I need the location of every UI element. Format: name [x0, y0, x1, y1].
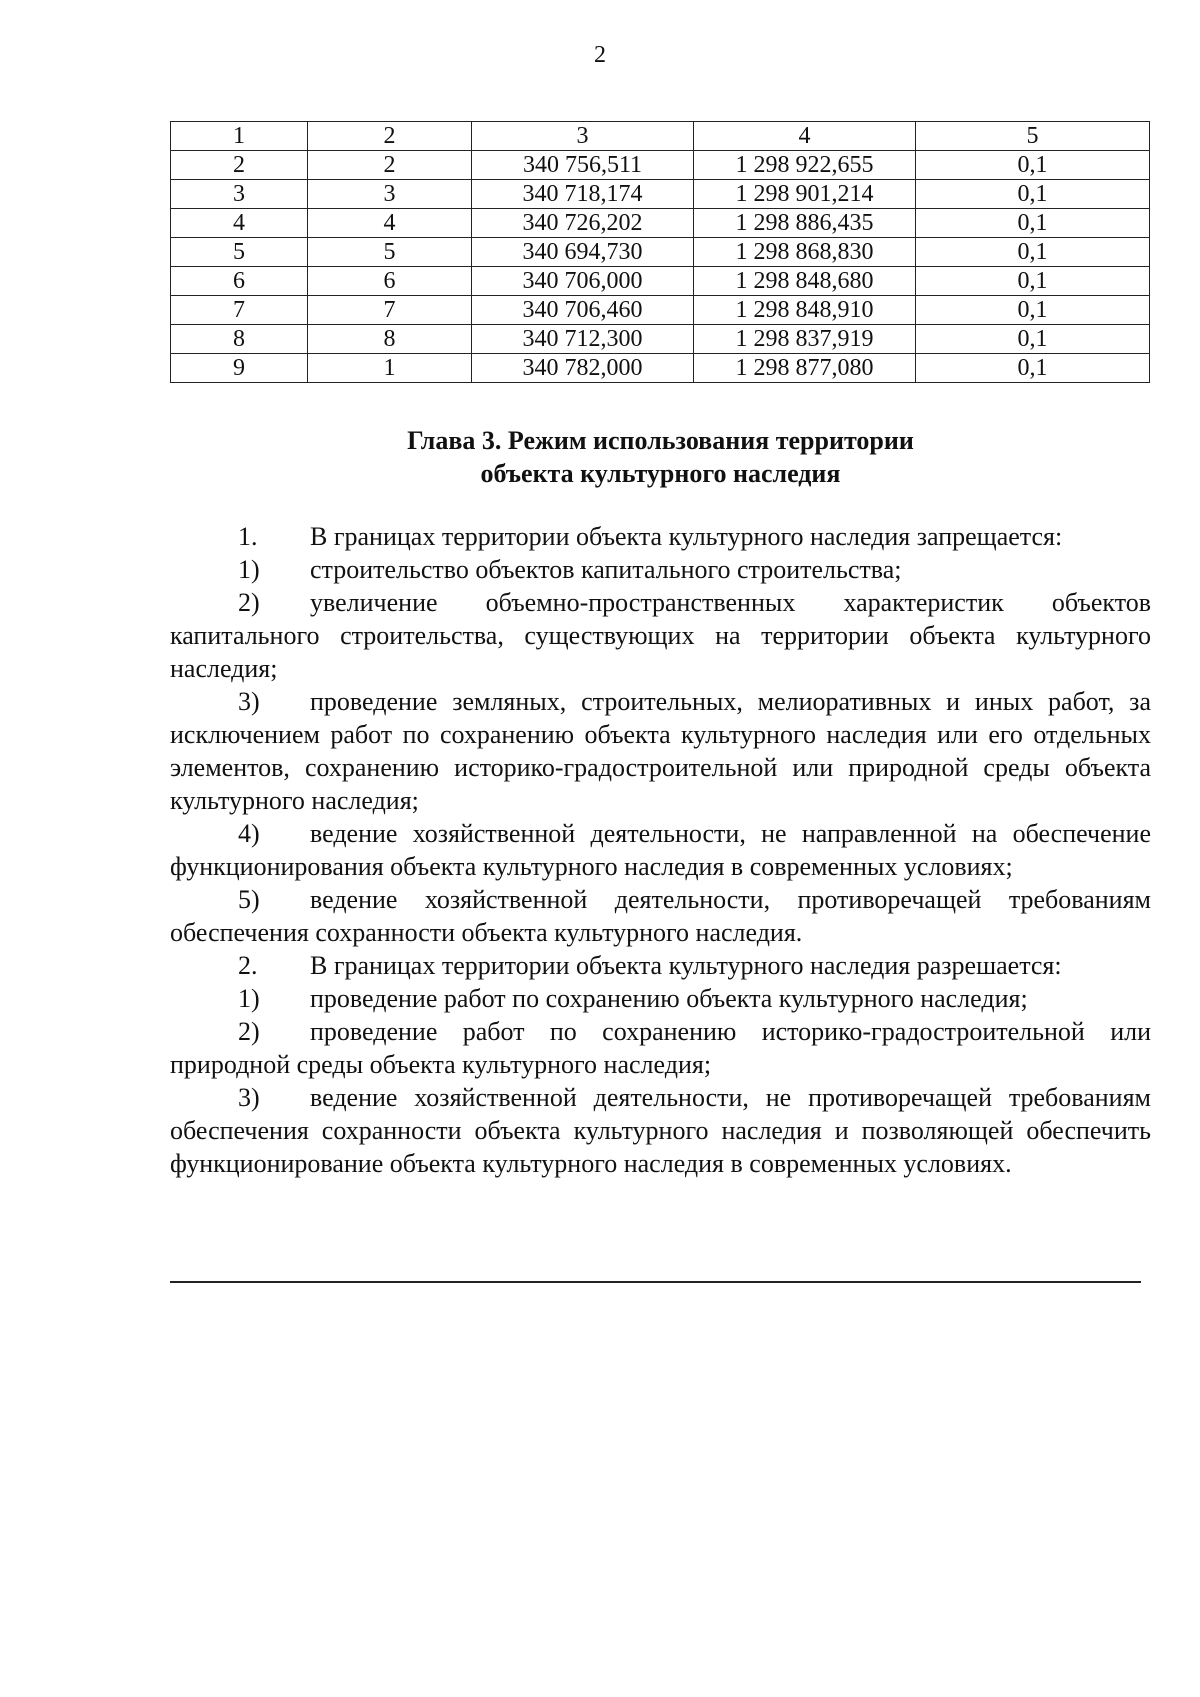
- chapter-body: [170, 520, 1151, 1180]
- table-cell: 340 706,000: [472, 267, 694, 296]
- table-row: [171, 209, 1150, 238]
- table-cell: 6: [308, 267, 472, 296]
- list-item-number: 2): [238, 588, 260, 617]
- table-row: [171, 296, 1150, 325]
- table-cell: 0,1: [916, 180, 1150, 209]
- table-cell: 7: [308, 296, 472, 325]
- table-cell: 1 298 922,655: [694, 151, 916, 180]
- table-cell: 4: [171, 209, 308, 238]
- section-heading-number: 1.: [238, 522, 258, 551]
- table-cell: 1 298 877,080: [694, 354, 916, 383]
- list-item-text: строительство объектов капитального строительства;: [310, 555, 902, 584]
- table-cell: 0,1: [916, 267, 1150, 296]
- table-cell: 1 298 868,830: [694, 238, 916, 267]
- table-cell: 340 782,000: [472, 354, 694, 383]
- list-item-number: 1): [238, 555, 260, 584]
- chapter-title-line-2: объекта культурного наследия: [480, 459, 841, 488]
- list-item-text: ведение хозяйственной деятельности, не противоречащей требованиям обеспечения сохранности объекта культурного наследия и позволяющей обеспечить функционирование объекта культурного наследия в современных условиях.: [170, 1083, 1151, 1178]
- table-cell: 8: [171, 325, 308, 354]
- table-cell: 0,1: [916, 325, 1150, 354]
- table-cell: 3: [171, 180, 308, 209]
- table-row: [171, 180, 1150, 209]
- table-cell: 0,1: [916, 238, 1150, 267]
- table-cell: 340 694,730: [472, 238, 694, 267]
- section-heading-text: В границах территории объекта культурного наследия запрещается:: [310, 522, 1063, 551]
- list-item-number: 5): [238, 885, 260, 914]
- list-item-text: проведение работ по сохранению объекта культурного наследия;: [310, 984, 1028, 1013]
- table-cell: 340 712,300: [472, 325, 694, 354]
- list-item: [170, 883, 1151, 949]
- table-cell: 4: [694, 122, 916, 151]
- coordinates-table: [170, 121, 1150, 383]
- chapter-title: [170, 424, 1151, 490]
- table-cell: 6: [171, 267, 308, 296]
- table-cell: 1 298 901,214: [694, 180, 916, 209]
- list-item: [170, 982, 1151, 1015]
- table-cell: 8: [308, 325, 472, 354]
- table-cell: 3: [308, 180, 472, 209]
- table-cell: 5: [171, 238, 308, 267]
- list-item: [170, 1081, 1151, 1180]
- table-cell: 0,1: [916, 354, 1150, 383]
- list-item-number: 3): [238, 1083, 260, 1112]
- list-item: [170, 1015, 1151, 1081]
- section-heading: [170, 949, 1151, 982]
- section-heading-number: 2.: [238, 951, 258, 980]
- table-cell: 5: [916, 122, 1150, 151]
- table-cell: 9: [171, 354, 308, 383]
- section-heading: [170, 520, 1151, 553]
- list-item-text: ведение хозяйственной деятельности, не направленной на обеспечение функционирования объекта культурного наследия в современных условиях;: [170, 819, 1151, 881]
- list-item: [170, 553, 1151, 586]
- list-item: [170, 817, 1151, 883]
- table-row: [171, 238, 1150, 267]
- list-item-number: 3): [238, 687, 260, 716]
- list-item: [170, 586, 1151, 685]
- table-cell: 1: [171, 122, 308, 151]
- chapter-title-line-1: Глава 3. Режим использования территории: [407, 426, 914, 455]
- list-item-text: проведение работ по сохранению историко-градостроительной или природной среды объекта культурного наследия;: [170, 1017, 1151, 1079]
- table-row: [171, 267, 1150, 296]
- table-cell: 0,1: [916, 209, 1150, 238]
- table-cell: 340 718,174: [472, 180, 694, 209]
- table-cell: 2: [171, 151, 308, 180]
- table-cell: 1 298 848,680: [694, 267, 916, 296]
- table-cell: 3: [472, 122, 694, 151]
- list-item: [170, 685, 1151, 817]
- table-cell: 340 706,460: [472, 296, 694, 325]
- table-cell: 340 756,511: [472, 151, 694, 180]
- list-item-number: 4): [238, 819, 260, 848]
- coordinates-table-body: [171, 122, 1150, 383]
- list-item-text: ведение хозяйственной деятельности, противоречащей требованиям обеспечения сохранности объекта культурного наследия.: [170, 885, 1151, 947]
- closing-rule: [170, 1281, 1141, 1283]
- page-number: 2: [594, 42, 606, 68]
- table-row: [171, 151, 1150, 180]
- list-item-number: 1): [238, 984, 260, 1013]
- table-cell: 2: [308, 122, 472, 151]
- table-cell: 1 298 848,910: [694, 296, 916, 325]
- table-row: [171, 325, 1150, 354]
- table-cell: 4: [308, 209, 472, 238]
- table-cell: 1 298 837,919: [694, 325, 916, 354]
- table-header-row: [171, 122, 1150, 151]
- list-item-number: 2): [238, 1017, 260, 1046]
- section-heading-text: В границах территории объекта культурного наследия разрешается:: [310, 951, 1062, 980]
- list-item-text: увеличение объемно-пространственных характеристик объектов капитального строительства, существующих на территории объекта культурного наследия;: [170, 588, 1151, 683]
- list-item-text: проведение земляных, строительных, мелиоративных и иных работ, за исключением работ по сохранению объекта культурного наследия или его отдельных элементов, сохранению историко-градостроительной или природной среды объекта культурного наследия;: [170, 687, 1151, 815]
- table-cell: 0,1: [916, 151, 1150, 180]
- table-cell: 7: [171, 296, 308, 325]
- table-cell: 5: [308, 238, 472, 267]
- table-cell: 1 298 886,435: [694, 209, 916, 238]
- table-row: [171, 354, 1150, 383]
- table-cell: 1: [308, 354, 472, 383]
- table-cell: 340 726,202: [472, 209, 694, 238]
- table-cell: 2: [308, 151, 472, 180]
- table-cell: 0,1: [916, 296, 1150, 325]
